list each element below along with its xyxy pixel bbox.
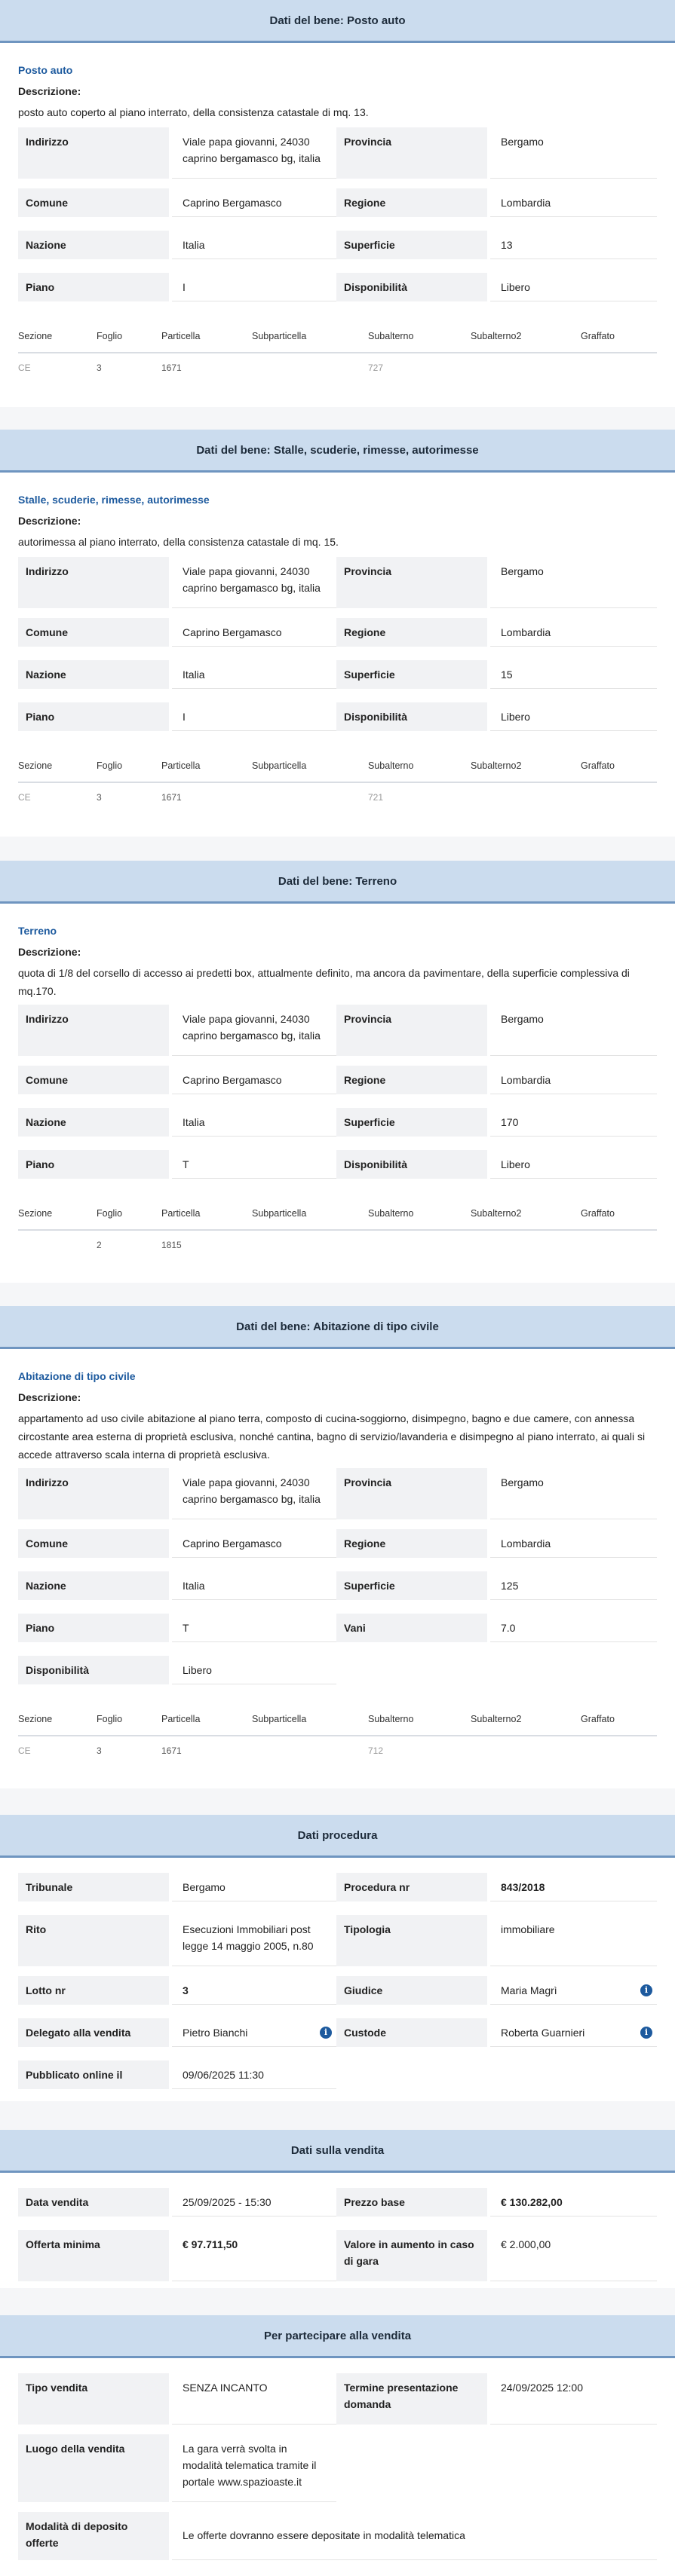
field-value-offerta-minima: € 97.711,50: [172, 2230, 336, 2281]
table-row: [18, 353, 657, 384]
catasto-col-foglio: Foglio: [97, 331, 123, 341]
field-label-termine: Termine presentazione domanda: [336, 2373, 487, 2425]
catasto-header-row: [18, 1199, 657, 1231]
field-value-indirizzo: Viale papa giovanni, 24030 caprino bergamasco bg, italia: [172, 1468, 336, 1519]
field-label-rito: Rito: [18, 1915, 169, 1966]
field-value-disponibilita: Libero: [490, 273, 657, 301]
field-label-superficie: Superficie: [336, 660, 487, 689]
field-label-disponibilita: Disponibilità: [18, 1656, 169, 1684]
field-value-nazione: Italia: [172, 231, 336, 259]
field-label-superficie: Superficie: [336, 231, 487, 259]
catasto-header-row: [18, 1705, 657, 1736]
field-label-giudice: Giudice: [336, 1976, 487, 2005]
catasto-table: [18, 1705, 657, 1773]
field-label-delegato: Delegato alla vendita: [18, 2018, 169, 2047]
catasto-col-particella: Particella: [161, 1208, 201, 1219]
info-icon[interactable]: i: [640, 2027, 652, 2039]
field-label-indirizzo: Indirizzo: [18, 127, 169, 179]
description-label: Descrizione:: [18, 1391, 81, 1403]
field-value-custode: Roberta Guarnieri i: [490, 2018, 657, 2047]
info-icon[interactable]: i: [640, 1984, 652, 1996]
field-value-superficie: 125: [490, 1571, 657, 1600]
field-value-comune: Caprino Bergamasco: [172, 618, 336, 647]
catasto-col-subalterno2: Subalterno2: [471, 331, 522, 341]
field-value-disponibilita: Libero: [490, 1150, 657, 1179]
table-row: [18, 1231, 657, 1261]
field-value-nazione: Italia: [172, 1108, 336, 1137]
field-label-tribunale: Tribunale: [18, 1873, 169, 1901]
field-label-disponibilita: Disponibilità: [336, 1150, 487, 1179]
field-label-indirizzo: Indirizzo: [18, 1468, 169, 1519]
catasto-col-graffato: Graffato: [581, 1714, 615, 1724]
field-value-prezzo-base: € 130.282,00: [490, 2188, 657, 2217]
bene-category: Terreno: [18, 925, 57, 937]
card-header: Dati procedura: [0, 1815, 675, 1858]
catasto-col-subparticella: Subparticella: [252, 1208, 307, 1219]
field-label-comune: Comune: [18, 188, 169, 217]
catasto-col-particella: Particella: [161, 760, 201, 771]
catasto-cell-particella: 1671: [161, 1745, 182, 1756]
description-label: Descrizione:: [18, 515, 81, 527]
field-value-nazione: Italia: [172, 1571, 336, 1600]
field-label-provincia: Provincia: [336, 557, 487, 608]
field-value-procedura: 843/2018: [490, 1873, 657, 1901]
catasto-table: [18, 1199, 657, 1267]
field-value-tribunale: Bergamo: [172, 1873, 336, 1901]
field-value-tipologia: immobiliare: [490, 1915, 657, 1966]
card-header: Dati del bene: Abitazione di tipo civile: [0, 1306, 675, 1349]
catasto-col-subalterno2: Subalterno2: [471, 1714, 522, 1724]
field-value-provincia: Bergamo: [490, 127, 657, 179]
bene-card-posto-auto: [0, 0, 675, 407]
field-label-piano: Piano: [18, 702, 169, 731]
field-label-luogo: Luogo della vendita: [18, 2434, 169, 2502]
field-value-comune: Caprino Bergamasco: [172, 1529, 336, 1558]
card-header: Dati del bene: Posto auto: [0, 0, 675, 43]
catasto-col-subalterno2: Subalterno2: [471, 1208, 522, 1219]
card-header: Dati del bene: Terreno: [0, 861, 675, 904]
field-value-provincia: Bergamo: [490, 1005, 657, 1056]
field-value-piano: I: [172, 702, 336, 731]
vendita-card: [0, 2130, 675, 2288]
description-label: Descrizione:: [18, 85, 81, 97]
field-label-lotto: Lotto nr: [18, 1976, 169, 2005]
field-label-vani: Vani: [336, 1614, 487, 1642]
description-text: quota di 1/8 del corsello di accesso ai predetti box, attualmente definito, ma ancora da pavimentare, della superficie complessiva di mq.170.: [18, 967, 630, 997]
field-label-provincia: Provincia: [336, 1005, 487, 1056]
catasto-col-subparticella: Subparticella: [252, 1714, 307, 1724]
field-label-procedura: Procedura nr: [336, 1873, 487, 1901]
field-value-deposito: Le offerte dovranno essere depositate in modalità telematica: [172, 2512, 657, 2560]
bene-card-terreno: [0, 861, 675, 1283]
field-value-disponibilita: Libero: [490, 702, 657, 731]
field-value-data-vendita: 25/09/2025 - 15:30: [172, 2188, 336, 2217]
catasto-col-particella: Particella: [161, 331, 201, 341]
catasto-col-sezione: Sezione: [18, 1714, 53, 1724]
description-text: posto auto coperto al piano interrato, della consistenza catastale di mq. 13.: [18, 106, 369, 118]
partecipare-card: [0, 2315, 675, 2576]
card-header: Per partecipare alla vendita: [0, 2315, 675, 2358]
description-label: Descrizione:: [18, 946, 81, 958]
card-header: Dati sulla vendita: [0, 2130, 675, 2173]
catasto-col-graffato: Graffato: [581, 331, 615, 341]
catasto-cell-particella: 1671: [161, 363, 182, 373]
bene-category: Abitazione di tipo civile: [18, 1370, 136, 1382]
catasto-col-subalterno2: Subalterno2: [471, 760, 522, 771]
field-value-piano: T: [172, 1614, 336, 1642]
field-value-regione: Lombardia: [490, 1066, 657, 1094]
catasto-col-subparticella: Subparticella: [252, 760, 307, 771]
field-value-indirizzo: Viale papa giovanni, 24030 caprino bergamasco bg, italia: [172, 1005, 336, 1056]
bene-card-abitazione: [0, 1306, 675, 1788]
field-value-lotto: 3: [172, 1976, 336, 2005]
field-value-provincia: Bergamo: [490, 557, 657, 608]
field-value-piano: T: [172, 1150, 336, 1179]
catasto-cell-subalterno: 721: [368, 792, 384, 803]
field-value-giudice: Maria Magrì i: [490, 1976, 657, 2005]
field-value-comune: Caprino Bergamasco: [172, 1066, 336, 1094]
field-value-vani: 7.0: [490, 1614, 657, 1642]
catasto-table: [18, 751, 657, 819]
bene-category: Posto auto: [18, 64, 73, 76]
field-label-data-vendita: Data vendita: [18, 2188, 169, 2217]
field-label-piano: Piano: [18, 273, 169, 301]
field-label-nazione: Nazione: [18, 660, 169, 689]
catasto-col-foglio: Foglio: [97, 760, 123, 771]
field-label-regione: Regione: [336, 188, 487, 217]
description-text: appartamento ad uso civile abitazione al piano terra, composto di cucina-soggiorno, disimpegno, bagno e due camere, con annessa circostante area esterna di proprietà esclusiva, nonché cantina, bagno di servizio/lavanderia e disimpegno al piano interrato, ai quali si accede attraverso scala interna di proprietà esclusiva.: [18, 1412, 646, 1461]
catasto-col-particella: Particella: [161, 1714, 201, 1724]
catasto-cell-foglio: 3: [97, 792, 102, 803]
catasto-header-row: [18, 322, 657, 353]
catasto-col-subparticella: Subparticella: [252, 331, 307, 341]
catasto-col-foglio: Foglio: [97, 1714, 123, 1724]
field-label-piano: Piano: [18, 1150, 169, 1179]
field-label-superficie: Superficie: [336, 1571, 487, 1600]
field-label-comune: Comune: [18, 1066, 169, 1094]
catasto-cell-foglio: 3: [97, 1745, 102, 1756]
catasto-cell-particella: 1815: [161, 1240, 182, 1250]
field-value-nazione: Italia: [172, 660, 336, 689]
catasto-col-graffato: Graffato: [581, 1208, 615, 1219]
field-value-pubblicato: 09/06/2025 11:30: [172, 2060, 336, 2089]
bene-category: Stalle, scuderie, rimesse, autorimesse: [18, 494, 210, 506]
field-label-aumento: Valore in aumento in caso di gara: [336, 2230, 487, 2281]
catasto-cell-subalterno: 727: [368, 363, 384, 373]
catasto-col-sezione: Sezione: [18, 1208, 53, 1219]
field-label-tipologia: Tipologia: [336, 1915, 487, 1966]
catasto-col-subalterno: Subalterno: [368, 331, 414, 341]
field-label-indirizzo: Indirizzo: [18, 557, 169, 608]
field-label-tipo-vendita: Tipo vendita: [18, 2373, 169, 2425]
bene-card-stalle: [0, 430, 675, 837]
procedura-card: [0, 1815, 675, 2101]
catasto-cell-subalterno: 712: [368, 1745, 384, 1756]
field-value-regione: Lombardia: [490, 618, 657, 647]
field-value-aumento: € 2.000,00: [490, 2230, 657, 2281]
field-label-regione: Regione: [336, 618, 487, 647]
field-value-comune: Caprino Bergamasco: [172, 188, 336, 217]
field-label-provincia: Provincia: [336, 1468, 487, 1519]
table-row: [18, 1736, 657, 1767]
field-label-pubblicato: Pubblicato online il: [18, 2060, 169, 2089]
catasto-header-row: [18, 751, 657, 783]
catasto-col-sezione: Sezione: [18, 760, 53, 771]
catasto-cell-sezione: CE: [18, 363, 31, 373]
field-value-termine: 24/09/2025 12:00: [490, 2373, 657, 2425]
field-label-provincia: Provincia: [336, 127, 487, 179]
catasto-cell-sezione: CE: [18, 1745, 31, 1756]
card-header: Dati del bene: Stalle, scuderie, rimesse, autorimesse: [0, 430, 675, 473]
info-icon[interactable]: i: [320, 2027, 332, 2039]
catasto-cell-particella: 1671: [161, 792, 182, 803]
field-label-comune: Comune: [18, 618, 169, 647]
field-label-comune: Comune: [18, 1529, 169, 1558]
description-text: autorimessa al piano interrato, della consistenza catastale di mq. 15.: [18, 536, 339, 548]
catasto-col-graffato: Graffato: [581, 760, 615, 771]
field-value-tipo-vendita: SENZA INCANTO: [172, 2373, 336, 2425]
field-label-prezzo-base: Prezzo base: [336, 2188, 487, 2217]
field-value-luogo: La gara verrà svolta in modalità telematica tramite il portale www.spazioaste.it: [172, 2434, 336, 2502]
table-row: [18, 783, 657, 813]
field-value-provincia: Bergamo: [490, 1468, 657, 1519]
catasto-col-subalterno: Subalterno: [368, 760, 414, 771]
field-value-superficie: 170: [490, 1108, 657, 1137]
field-value-piano: I: [172, 273, 336, 301]
field-value-superficie: 13: [490, 231, 657, 259]
catasto-table: [18, 322, 657, 390]
field-label-regione: Regione: [336, 1529, 487, 1558]
field-value-indirizzo: Viale papa giovanni, 24030 caprino bergamasco bg, italia: [172, 127, 336, 179]
field-value-indirizzo: Viale papa giovanni, 24030 caprino bergamasco bg, italia: [172, 557, 336, 608]
field-label-custode: Custode: [336, 2018, 487, 2047]
catasto-cell-foglio: 2: [97, 1240, 102, 1250]
catasto-col-foglio: Foglio: [97, 1208, 123, 1219]
field-label-regione: Regione: [336, 1066, 487, 1094]
field-label-nazione: Nazione: [18, 1571, 169, 1600]
catasto-cell-foglio: 3: [97, 363, 102, 373]
field-label-piano: Piano: [18, 1614, 169, 1642]
field-label-indirizzo: Indirizzo: [18, 1005, 169, 1056]
field-label-disponibilita: Disponibilità: [336, 702, 487, 731]
field-label-disponibilita: Disponibilità: [336, 273, 487, 301]
field-label-offerta-minima: Offerta minima: [18, 2230, 169, 2281]
field-label-deposito: Modalità di deposito offerte: [18, 2512, 169, 2560]
field-value-disponibilita: Libero: [172, 1656, 336, 1684]
field-value-superficie: 15: [490, 660, 657, 689]
field-label-superficie: Superficie: [336, 1108, 487, 1137]
catasto-col-sezione: Sezione: [18, 331, 53, 341]
catasto-col-subalterno: Subalterno: [368, 1208, 414, 1219]
catasto-cell-sezione: CE: [18, 792, 31, 803]
field-label-nazione: Nazione: [18, 1108, 169, 1137]
catasto-col-subalterno: Subalterno: [368, 1714, 414, 1724]
field-value-delegato: Pietro Bianchi i: [172, 2018, 336, 2047]
field-value-regione: Lombardia: [490, 188, 657, 217]
field-value-regione: Lombardia: [490, 1529, 657, 1558]
field-label-nazione: Nazione: [18, 231, 169, 259]
field-value-rito: Esecuzioni Immobiliari post legge 14 maggio 2005, n.80: [172, 1915, 336, 1966]
